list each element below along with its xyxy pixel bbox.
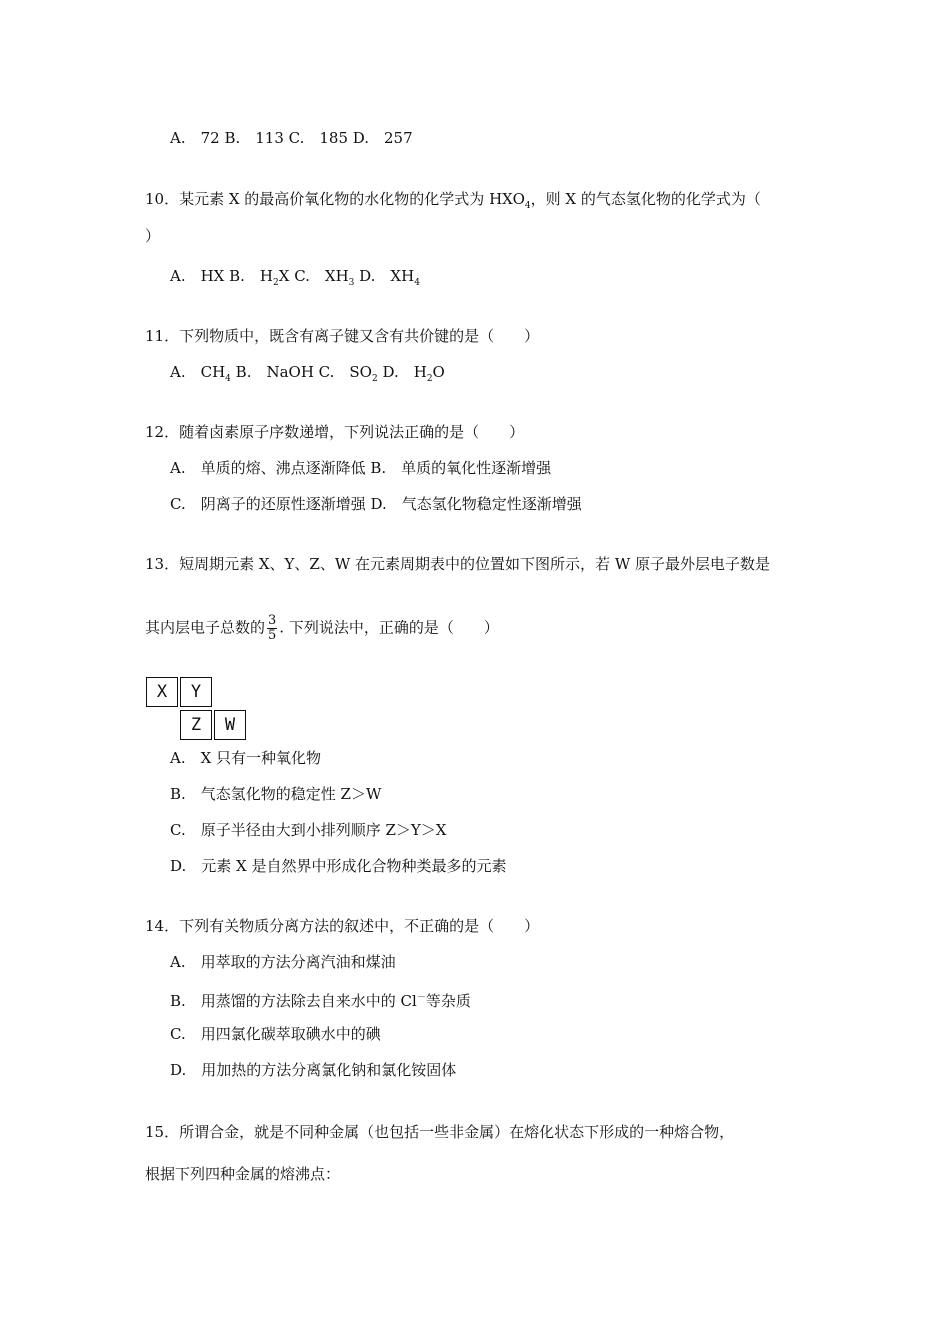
q10-opt-b-c: X C. XH xyxy=(278,267,349,285)
q11-opt-a-sub: 4 xyxy=(225,374,231,384)
q9-options: A. 72 B. 113 C. 185 D. 257 xyxy=(170,129,413,147)
q12-options-1: A. 单质的熔、沸点逐渐降低 B. 单质的氧化性逐渐增强 xyxy=(170,459,552,477)
q14-stem: 14．下列有关物质分离方法的叙述中，不正确的是（ ） xyxy=(145,917,540,935)
q14-option-b-end: 等杂质 xyxy=(425,992,471,1010)
q11-options xyxy=(170,362,445,389)
q11-opt-d-end: O xyxy=(432,363,445,381)
cell-w: W xyxy=(214,710,246,740)
q13-option-d: D. 元素 X 是自然界中形成化合物种类最多的元素 xyxy=(170,857,507,875)
q10-opt-a: A. HX B. H xyxy=(170,267,274,285)
q15-line-1: 15．所谓合金，就是不同种金属（也包括一些非金属）在熔化状态下形成的一种熔合物， xyxy=(145,1123,735,1141)
cell-y: Y xyxy=(180,677,212,707)
q11-opt-bc: B. NaOH C. SO xyxy=(230,363,372,381)
q14-option-a: A. 用萃取的方法分离汽油和煤油 xyxy=(170,953,396,971)
q11-stem: 11．下列物质中，既含有离子键又含有共价键的是（ ） xyxy=(145,327,540,345)
q10-opt-d: D. XH xyxy=(354,267,415,285)
q11-opt-a: A. CH xyxy=(170,363,226,381)
q13-option-b: B. 气态氢化物的稳定性 Z＞W xyxy=(170,785,382,803)
q11-opt-c-sub: 2 xyxy=(371,374,378,384)
q14-option-d: D. 用加热的方法分离氯化钠和氯化铵固体 xyxy=(170,1061,457,1079)
q13-option-a: A. X 只有一种氧化物 xyxy=(170,749,322,767)
q10-stem-sub: 4 xyxy=(524,201,531,211)
q13-stem-1: 13．短周期元素 X、Y、Z、W 在元素周期表中的位置如下图所示，若 W 原子最外层电子数是 xyxy=(145,555,771,573)
q10-stem xyxy=(145,189,761,216)
q10-stem-b: ，则 X 的气态氢化物的化学式为（ xyxy=(530,190,761,208)
fraction xyxy=(267,614,277,643)
q14-option-b xyxy=(170,988,471,1011)
q13-stem-2a: 其内层电子总数的 xyxy=(145,618,266,637)
q11-opt-d-sub: 2 xyxy=(426,374,433,384)
q10-options xyxy=(170,266,420,293)
q12-options-2: C. 阴离子的还原性逐渐增强 D. 气态氢化物稳定性逐渐增强 xyxy=(170,495,582,513)
q15-line-2: 根据下列四种金属的熔沸点： xyxy=(145,1165,341,1183)
q12-stem: 12．随着卤素原子序数递增，下列说法正确的是（ ） xyxy=(145,423,525,441)
q10-opt-b-sub: 2 xyxy=(273,278,279,288)
fraction-numerator: 3 xyxy=(268,613,277,628)
cell-z: Z xyxy=(180,710,212,740)
q11-opt-d: D. H xyxy=(377,363,427,381)
q10-opt-d-sub: 4 xyxy=(414,278,420,288)
q10-stem-close: ） xyxy=(145,227,161,245)
cell-x: X xyxy=(146,677,178,707)
q13-stem-2 xyxy=(145,614,499,643)
q14-option-b-sup: － xyxy=(416,993,426,1003)
q10-stem-a: 10．某元素 X 的最高价氧化物的水化物的化学式为 HXO xyxy=(145,190,525,208)
q14-option-b-text: B. 用蒸馏的方法除去自来水中的 Cl xyxy=(170,992,417,1010)
q10-opt-c-sub: 3 xyxy=(348,278,355,288)
q13-stem-2b: . 下列说法中，正确的是（ ） xyxy=(279,618,499,637)
fraction-denominator: 5 xyxy=(268,628,277,643)
q14-option-c: C. 用四氯化碳萃取碘水中的碘 xyxy=(170,1025,381,1043)
q13-option-c: C. 原子半径由大到小排列顺序 Z＞Y＞X xyxy=(170,821,447,839)
